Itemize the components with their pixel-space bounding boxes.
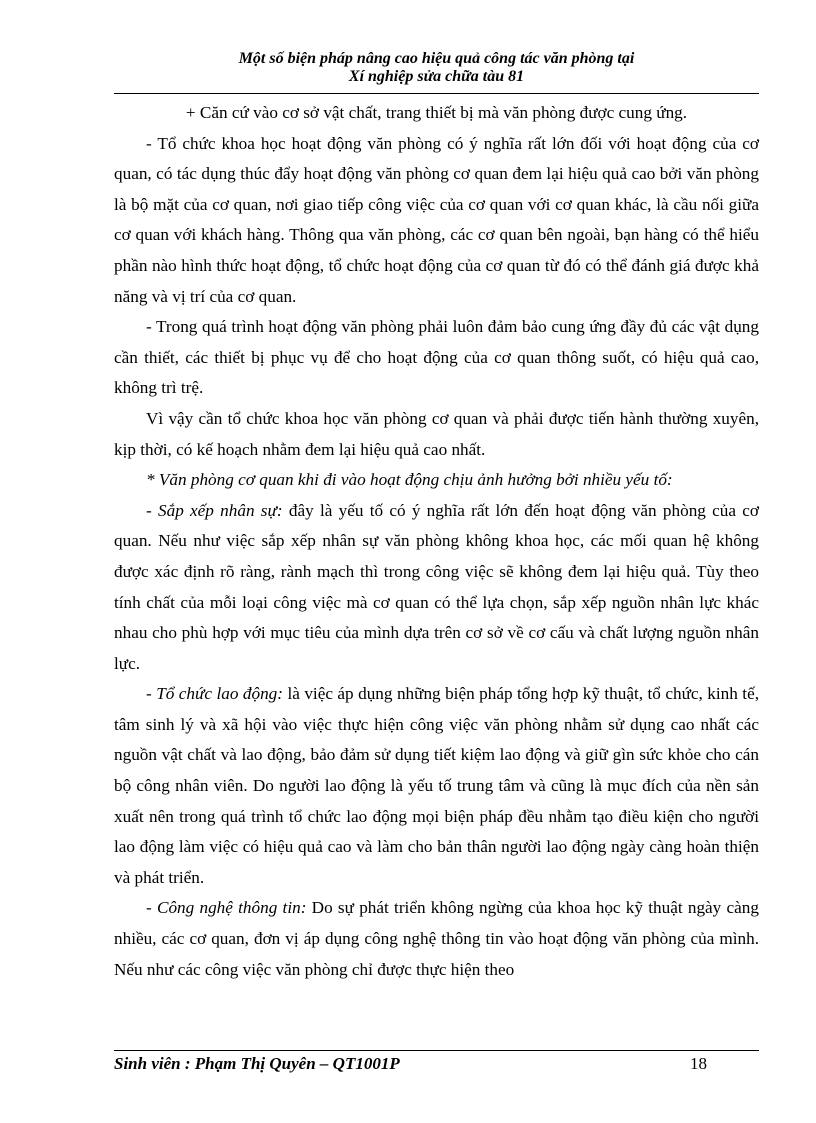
paragraph-6: [114, 496, 759, 680]
footer-author: Sinh viên : Phạm Thị Quyên – QT1001P: [114, 1054, 400, 1073]
page-number: 18: [690, 1054, 707, 1073]
header-title-line-1: Một số biện pháp nâng cao hiệu quả công tác văn phòng tại: [238, 50, 635, 67]
paragraph-8: [114, 893, 759, 985]
term-cong-nghe-thong-tin: Công nghệ thông tin:: [156, 898, 307, 918]
paragraph-7-dash: -: [146, 684, 157, 704]
paragraph-7-text: là việc áp dụng những biện pháp tổng hợp kỹ thuật, tổ chức, kinh tế, tâm sinh lý và xã hội vào việc thực hiện công việc văn phòng nhằm sử dụng cao nhất các nguồn vật chất và lao động, bảo đảm sử dụng tiết kiệm lao động và giữ gìn sức khỏe cho cán bộ công nhân viên. Do người lao động là yếu tố trung tâm và cũng là mục đích của nền sản xuất nên trong quá trình tổ chức lao động mọi biện pháp đều nhằm tạo điều kiện cho người lao động làm việc có hiệu quả cao và làm cho bản thân người lao động ngày càng hoàn thiện và phát triển.: [114, 684, 759, 887]
paragraph-1: + Căn cứ vào cơ sở vật chất, trang thiết bị mà văn phòng được cung ứng.: [185, 103, 688, 122]
paragraph-6-text: đây là yếu tố có ý nghĩa rất lớn đến hoạt động văn phòng của cơ quan. Nếu như việc sắp xếp nhân sự văn phòng không khoa học, các mối quan hệ không được xác định rõ ràng, rành mạch thì trong công việc sẽ không đem lại hiệu quả. Tùy theo tính chất của mỗi loại công việc mà cơ quan có thể lựa chọn, sắp xếp nguồn nhân lực khác nhau cho phù hợp với mục tiêu của mình dựa trên cơ sở về cơ cấu và chất lượng nguồn nhân lực.: [114, 500, 759, 673]
body-text: [114, 98, 759, 985]
paragraph-2: - Tổ chức khoa học hoạt động văn phòng có ý nghĩa rất lớn đối với hoạt động của cơ quan, có tác dụng thúc đẩy hoạt động văn phòng cơ quan đem lại hiệu quả cao bởi văn phòng là bộ mặt của cơ quan, nơi giao tiếp công việc của cơ quan với cơ quan khác, là cầu nối giữa cơ quan với khách hàng. Thông qua văn phòng, các cơ quan bên ngoài, bạn hàng có thể hiểu phần nào hình thức hoạt động, tổ chức hoạt động của cơ quan từ đó có thể đánh giá được khả năng và vị trí của cơ quan.: [114, 133, 759, 306]
running-header: [114, 50, 759, 86]
footer-divider: [114, 1050, 759, 1051]
header-title-line-2: Xí nghiệp sửa chữa tàu 81: [348, 68, 525, 85]
paragraph-6-dash: -: [146, 500, 158, 520]
term-to-chuc-lao-dong: Tổ chức lao động:: [156, 684, 284, 704]
paragraph-8-text: Do sự phát triển không ngừng của khoa học kỹ thuật ngày càng nhiều, các cơ quan, đơn vị áp dụng công nghệ thông tin vào hoạt động văn phòng của mình. Nếu như các công việc văn phòng chỉ được thực hiện theo: [114, 898, 759, 979]
paragraph-7: [114, 679, 759, 893]
term-sap-xep-nhan-su: Sắp xếp nhân sự:: [158, 500, 283, 520]
header-divider: [114, 93, 759, 94]
paragraph-3: - Trong quá trình hoạt động văn phòng phải luôn đảm bảo cung ứng đầy đủ các vật dụng cần thiết, các thiết bị phục vụ để cho hoạt động của cơ quan thông suốt, có hiệu quả cao, không trì trệ.: [114, 317, 759, 398]
paragraph-5: [114, 465, 759, 496]
paragraph-5-italic: * Văn phòng cơ quan khi đi vào hoạt động chịu ảnh hưởng bởi nhiều yếu tố:: [146, 470, 673, 490]
paragraph-8-dash: -: [146, 898, 157, 918]
paragraph-4: Vì vậy cần tổ chức khoa học văn phòng cơ quan và phải được tiến hành thường xuyên, kịp thời, có kế hoạch nhằm đem lại hiệu quả cao nhất.: [114, 408, 759, 459]
